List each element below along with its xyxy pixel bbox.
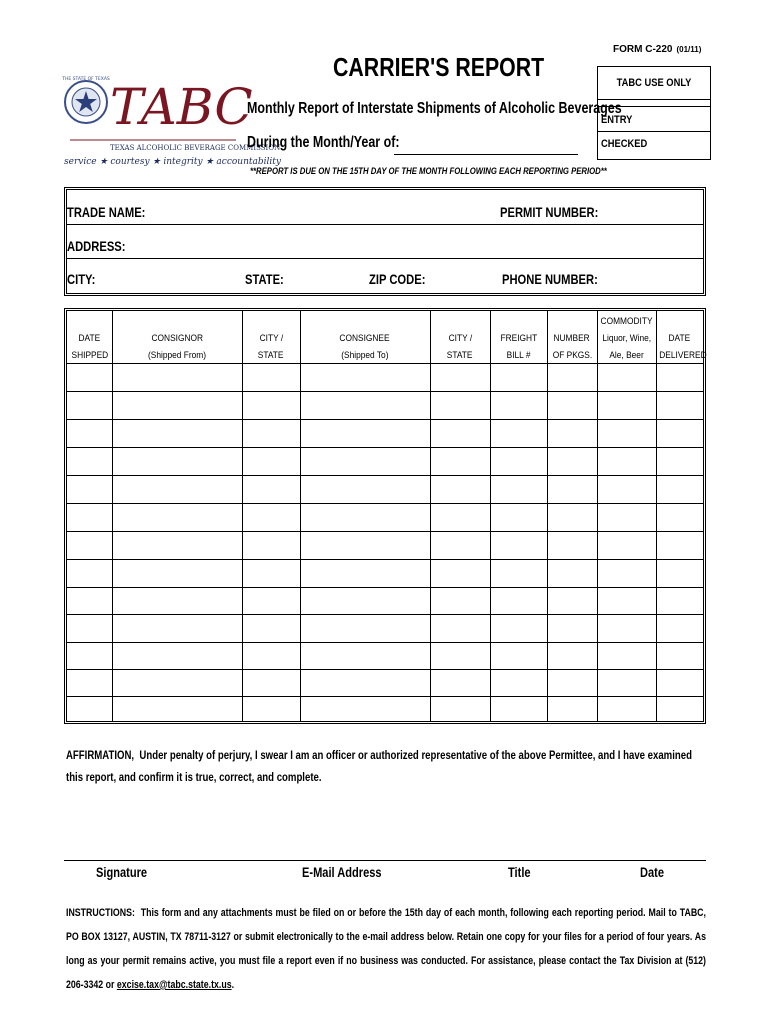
column-divider — [597, 311, 598, 721]
column-header-consignee-city-state: CITY / STATE — [447, 333, 473, 361]
table-row-divider — [67, 696, 703, 697]
email-address-label: E-Mail Address — [302, 865, 382, 880]
permittee-info-box — [64, 187, 706, 296]
table-row-divider — [67, 475, 703, 476]
column-header-commodity: COMMODITY Liquor, Wine, Ale, Beer — [600, 316, 653, 361]
tabc-spacer-row — [598, 100, 710, 107]
svg-text:TABC: TABC — [110, 78, 253, 136]
report-subtitle: Monthly Report of Interstate Shipments of Alcoholic Beverages — [247, 100, 622, 117]
period-label: During the Month/Year of: — [247, 134, 400, 151]
column-header-consignor: CONSIGNOR (Shipped From) — [147, 333, 207, 361]
column-divider — [656, 311, 657, 721]
table-row-divider — [67, 587, 703, 588]
form-number-text: FORM C-220 — [613, 44, 673, 55]
table-row-divider — [67, 391, 703, 392]
tabc-use-only-header: TABC USE ONLY — [598, 67, 710, 100]
column-header-number-of-packages: NUMBER OF PKGS. — [552, 333, 592, 361]
instructions-text — [66, 901, 706, 997]
excise-email-link[interactable]: excise.tax@tabc.state.tx.us — [116, 979, 232, 991]
date-label: Date — [640, 865, 664, 880]
table-row-divider — [67, 447, 703, 448]
tabc-entry-field: ENTRY — [598, 107, 710, 132]
instructions-body: This form and any attachments must be filed on or before the 15th day of each month, following each reporting period. Mail to TABC, PO BOX 13127, AUSTIN, TX 78711-3127 or submit electronically to the e-mail address below. Retain one copy for your files for a period of four years. As long as your permit remains active, you must file a report even if no business was conducted. For assistance, please contact the Tax Division at (512) 206-3342 or — [66, 907, 706, 991]
affirmation-body: Under penalty of perjury, I swear I am an officer or authorized representative of the above Permittee, and I have examined this report, and confirm it is true, correct, and complete. — [66, 748, 692, 784]
column-divider — [430, 311, 431, 721]
table-row-divider — [67, 531, 703, 532]
table-row-divider — [67, 419, 703, 420]
table-row-divider — [67, 559, 703, 560]
period-input-line[interactable] — [394, 154, 578, 155]
column-header-date-delivered: DATE DELIVERED — [659, 333, 707, 361]
column-header-consignor-city-state: CITY / STATE — [258, 333, 284, 361]
phone-number-label[interactable]: PHONE NUMBER: — [502, 271, 598, 287]
svg-text:THE STATE OF TEXAS: THE STATE OF TEXAS — [62, 77, 110, 82]
column-divider — [242, 311, 243, 721]
tabc-seal-icon — [62, 66, 281, 174]
form-revision: (01/11) — [676, 45, 702, 54]
affirmation-label: AFFIRMATION, — [66, 748, 135, 762]
column-divider — [300, 311, 301, 721]
zip-code-label[interactable]: ZIP CODE: — [369, 271, 426, 287]
shipments-table — [64, 308, 706, 724]
column-divider — [547, 311, 548, 721]
column-header-freight-bill: FREIGHT BILL # — [500, 333, 537, 361]
title-label: Title — [508, 865, 531, 880]
instructions-label: INSTRUCTIONS: — [66, 907, 135, 919]
trade-name-label[interactable]: TRADE NAME: — [67, 204, 146, 220]
info-divider — [67, 224, 703, 225]
table-row-divider — [67, 363, 703, 364]
info-divider — [67, 258, 703, 259]
tabc-use-only-box — [597, 66, 711, 160]
form-number — [613, 44, 701, 55]
column-header-date-shipped: DATE SHIPPED — [71, 333, 108, 361]
address-label[interactable]: ADDRESS: — [67, 238, 126, 254]
column-header-consignee: CONSIGNEE (Shipped To) — [339, 333, 391, 361]
tabc-checked-field: CHECKED — [601, 138, 648, 150]
page-title: CARRIER'S REPORT — [333, 52, 545, 82]
table-row-divider — [67, 614, 703, 615]
tabc-logo — [62, 66, 281, 174]
table-row-divider — [67, 642, 703, 643]
column-divider — [112, 311, 113, 721]
signature-label: Signature — [96, 865, 148, 880]
svg-text:TEXAS ALCOHOLIC BEVERAGE COMMI: TEXAS ALCOHOLIC BEVERAGE COMMISSION — [110, 144, 281, 152]
state-label[interactable]: STATE: — [245, 271, 284, 287]
instructions-end: . — [231, 979, 235, 991]
column-divider — [490, 311, 491, 721]
permit-number-label[interactable]: PERMIT NUMBER: — [500, 204, 599, 220]
signature-line[interactable] — [64, 860, 706, 861]
affirmation-text — [66, 744, 706, 788]
city-label[interactable]: CITY: — [67, 271, 96, 287]
table-row-divider — [67, 669, 703, 670]
due-note: **REPORT IS DUE ON THE 15TH DAY OF THE MONTH FOLLOWING EACH REPORTING PERIOD** — [250, 166, 607, 176]
table-row-divider — [67, 503, 703, 504]
svg-text:service ★ courtesy ★ integrity: service ★ courtesy ★ integrity ★ accountability — [64, 157, 281, 167]
